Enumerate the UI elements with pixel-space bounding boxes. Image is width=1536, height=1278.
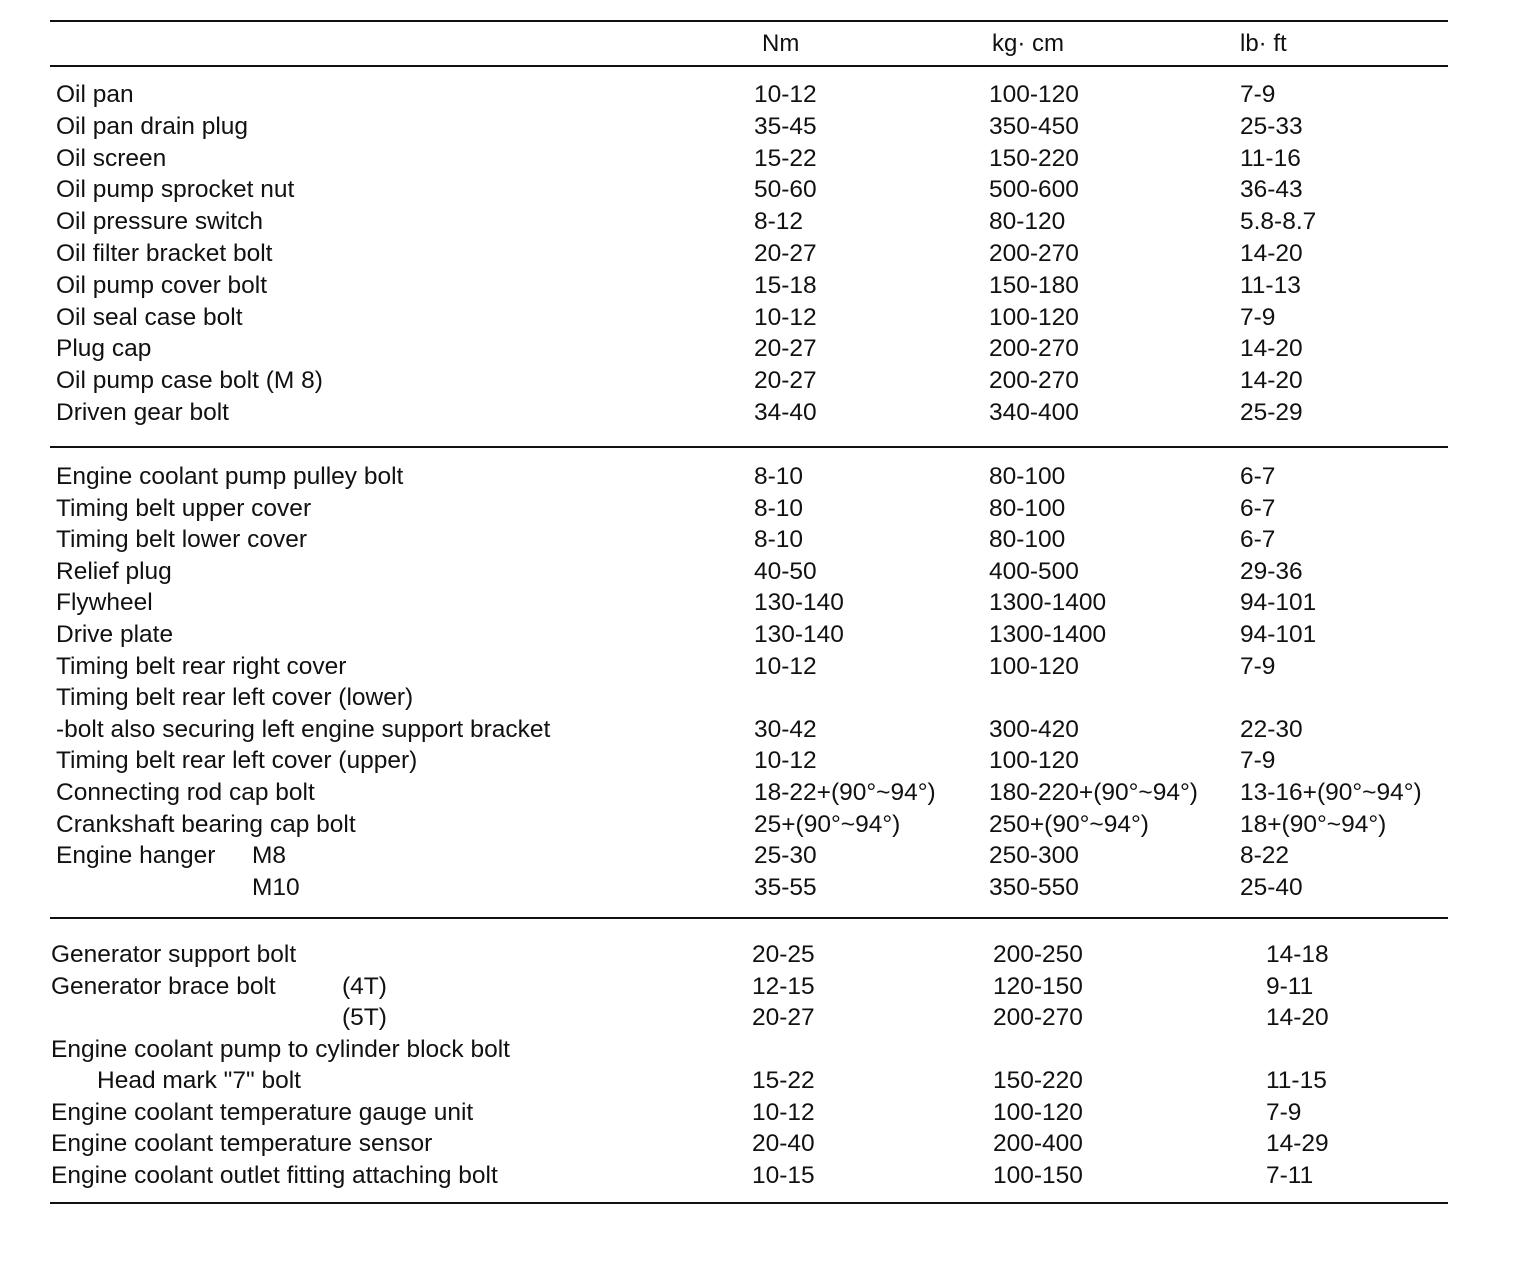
- value-lbft: 14-20: [1240, 240, 1303, 267]
- value-lbft: 29-36: [1240, 557, 1303, 585]
- row-label: Relief plug: [56, 557, 172, 585]
- value-kgcm: 200-250: [993, 941, 1083, 968]
- row-label: Oil pump cover bolt: [56, 271, 268, 299]
- value-kgcm: 80-100: [989, 463, 1066, 490]
- table-row: [0, 778, 1536, 808]
- value-nm: 35-55: [754, 873, 817, 901]
- section-rule-1: [50, 446, 1448, 448]
- header-nm: Nm: [762, 30, 800, 57]
- row-sublabel: M10: [252, 873, 300, 901]
- value-lbft: 94-101: [1240, 621, 1317, 648]
- row-label: Engine coolant pump pulley bolt: [56, 463, 404, 490]
- value-kgcm: 200-270: [993, 1004, 1083, 1031]
- value-kgcm: 1300-1400: [989, 621, 1107, 648]
- table-row: [0, 239, 1536, 269]
- value-nm: 8-12: [754, 208, 804, 236]
- table-row: [0, 715, 1536, 745]
- value-kgcm: 200-270: [989, 367, 1079, 395]
- value-nm: 15-18: [754, 271, 817, 299]
- value-nm: 10-12: [754, 303, 817, 331]
- table-row: [0, 303, 1536, 333]
- value-lbft: 18+(90°~94°): [1240, 810, 1387, 838]
- row-label: Head mark "7" bolt: [97, 1067, 301, 1094]
- value-nm: 25-30: [754, 842, 817, 870]
- value-nm: 20-25: [752, 941, 815, 968]
- row-label: Oil seal case bolt: [56, 303, 243, 331]
- table-row: [0, 175, 1536, 205]
- value-nm: 30-42: [754, 715, 817, 743]
- value-nm: 10-12: [754, 747, 817, 775]
- table-row: [0, 652, 1536, 682]
- value-lbft: 9-11: [1266, 972, 1314, 1000]
- value-kgcm: 150-220: [989, 144, 1079, 172]
- value-kgcm: 100-120: [989, 303, 1079, 331]
- value-kgcm: 250+(90°~94°): [989, 810, 1149, 838]
- value-lbft: 14-18: [1266, 941, 1329, 968]
- table-row: [0, 588, 1536, 618]
- value-kgcm: 200-270: [989, 240, 1079, 267]
- value-lbft: 11-13: [1240, 271, 1301, 299]
- row-label: Timing belt rear left cover (lower): [56, 684, 414, 712]
- row-label: Plug cap: [56, 335, 152, 363]
- value-lbft: 6-7: [1240, 463, 1276, 490]
- value-kgcm: 350-450: [989, 112, 1079, 140]
- value-lbft: 5.8-8.7: [1240, 208, 1317, 236]
- value-lbft: 7-11: [1266, 1161, 1314, 1189]
- value-kgcm: 180-220+(90°~94°): [989, 779, 1198, 806]
- value-nm: 20-27: [752, 1004, 815, 1031]
- table-row: [0, 841, 1536, 871]
- table-row: [0, 1129, 1536, 1159]
- value-nm: 25+(90°~94°): [754, 810, 901, 838]
- value-lbft: 14-20: [1266, 1004, 1329, 1031]
- table-row: [0, 1035, 1536, 1065]
- table-row: [0, 144, 1536, 174]
- table-row: [0, 366, 1536, 396]
- row-label: Generator brace bolt: [51, 972, 276, 1000]
- value-nm: 34-40: [754, 399, 817, 426]
- value-nm: 12-15: [752, 972, 815, 1000]
- row-label: Engine coolant outlet fitting attaching bolt: [51, 1161, 498, 1189]
- row-label: Oil filter bracket bolt: [56, 240, 273, 267]
- row-sublabel: (4T): [342, 972, 387, 1000]
- table-row: [0, 525, 1536, 555]
- value-lbft: 25-29: [1240, 399, 1303, 426]
- table-row: [0, 940, 1536, 970]
- value-lbft: 7-9: [1240, 303, 1276, 331]
- row-label: Engine coolant temperature sensor: [51, 1130, 433, 1157]
- value-lbft: 8-22: [1240, 842, 1290, 870]
- row-label: Oil pump sprocket nut: [56, 176, 295, 204]
- value-lbft: 6-7: [1240, 526, 1276, 554]
- table-row: [0, 494, 1536, 524]
- value-kgcm: 100-120: [993, 1098, 1083, 1126]
- table-row: [0, 80, 1536, 110]
- value-lbft: 36-43: [1240, 176, 1303, 204]
- value-kgcm: 1300-1400: [989, 589, 1107, 617]
- table-row: [0, 1066, 1536, 1096]
- value-nm: 10-15: [752, 1161, 815, 1189]
- table-row: [0, 112, 1536, 142]
- row-sublabel: (5T): [342, 1004, 387, 1031]
- row-label: Crankshaft bearing cap bolt: [56, 810, 356, 838]
- header-kgcm: kg· cm: [992, 30, 1064, 57]
- table-row: [0, 746, 1536, 776]
- value-nm: 20-27: [754, 240, 817, 267]
- bottom-rule: [50, 1202, 1448, 1204]
- table-row: [0, 398, 1536, 428]
- header-rule: [50, 65, 1448, 67]
- value-lbft: 6-7: [1240, 494, 1276, 522]
- value-nm: 40-50: [754, 557, 817, 585]
- value-nm: 8-10: [754, 494, 804, 522]
- value-lbft: 11-16: [1240, 144, 1301, 172]
- value-kgcm: 150-180: [989, 271, 1079, 299]
- row-label: Timing belt upper cover: [56, 494, 312, 522]
- table-row: [0, 620, 1536, 650]
- row-label: Timing belt rear right cover: [56, 652, 347, 680]
- row-sublabel: M8: [252, 842, 287, 870]
- value-kgcm: 80-120: [989, 208, 1066, 236]
- table-row: [0, 334, 1536, 364]
- value-kgcm: 100-120: [989, 747, 1079, 775]
- row-label: Oil pump case bolt (M 8): [56, 367, 323, 395]
- row-label: Oil pan: [56, 81, 134, 108]
- value-kgcm: 250-300: [989, 842, 1079, 870]
- value-nm: 8-10: [754, 526, 804, 554]
- value-nm: 20-27: [754, 367, 817, 395]
- value-lbft: 25-40: [1240, 873, 1303, 901]
- row-label: Connecting rod cap bolt: [56, 779, 315, 806]
- value-nm: 20-27: [754, 335, 817, 363]
- value-kgcm: 300-420: [989, 715, 1079, 743]
- value-kgcm: 120-150: [993, 972, 1083, 1000]
- value-lbft: 14-20: [1240, 367, 1303, 395]
- value-kgcm: 100-120: [989, 81, 1079, 108]
- row-label: Oil screen: [56, 144, 167, 172]
- value-lbft: 7-9: [1240, 747, 1276, 775]
- value-kgcm: 200-270: [989, 335, 1079, 363]
- value-lbft: 25-33: [1240, 112, 1303, 140]
- table-row: [0, 1003, 1536, 1033]
- value-nm: 10-12: [754, 652, 817, 680]
- row-label: Engine coolant pump to cylinder block bolt: [51, 1035, 510, 1063]
- value-lbft: 7-9: [1240, 81, 1276, 108]
- value-nm: 15-22: [754, 144, 817, 172]
- row-label: Timing belt lower cover: [56, 526, 307, 554]
- value-lbft: 14-20: [1240, 335, 1303, 363]
- value-kgcm: 80-100: [989, 526, 1066, 554]
- value-lbft: 7-9: [1266, 1098, 1302, 1126]
- value-nm: 35-45: [754, 112, 817, 140]
- value-lbft: 11-15: [1266, 1067, 1327, 1094]
- row-label: Oil pressure switch: [56, 208, 263, 236]
- value-lbft: 94-101: [1240, 589, 1317, 617]
- table-row: [0, 557, 1536, 587]
- table-row: [0, 207, 1536, 237]
- section-rule-2: [50, 917, 1448, 919]
- table-row: [0, 271, 1536, 301]
- row-label: -bolt also securing left engine support bracket: [56, 715, 551, 743]
- value-kgcm: 150-220: [993, 1067, 1083, 1094]
- value-kgcm: 500-600: [989, 176, 1079, 204]
- value-nm: 8-10: [754, 463, 804, 490]
- row-label: Oil pan drain plug: [56, 112, 249, 140]
- value-kgcm: 100-150: [993, 1161, 1083, 1189]
- row-label: Engine coolant temperature gauge unit: [51, 1098, 474, 1126]
- value-kgcm: 80-100: [989, 494, 1066, 522]
- value-kgcm: 200-400: [993, 1130, 1083, 1157]
- top-rule: [50, 20, 1448, 22]
- table-row: [0, 1098, 1536, 1128]
- value-kgcm: 400-500: [989, 557, 1079, 585]
- table-row: [0, 683, 1536, 713]
- value-lbft: 7-9: [1240, 652, 1276, 680]
- value-nm: 10-12: [754, 81, 817, 108]
- row-label: Engine hanger: [56, 842, 216, 870]
- value-nm: 15-22: [752, 1067, 815, 1094]
- header-lbft: lb· ft: [1240, 30, 1287, 57]
- row-label: Generator support bolt: [51, 941, 297, 968]
- value-nm: 130-140: [754, 621, 844, 648]
- value-nm: 20-40: [752, 1130, 815, 1157]
- table-row: [0, 1161, 1536, 1191]
- value-nm: 50-60: [754, 176, 817, 204]
- table-row: [0, 972, 1536, 1002]
- row-label: Drive plate: [56, 621, 174, 648]
- table-row: [0, 462, 1536, 492]
- value-nm: 10-12: [752, 1098, 815, 1126]
- value-nm: 130-140: [754, 589, 844, 617]
- value-lbft: 22-30: [1240, 715, 1303, 743]
- row-label: Driven gear bolt: [56, 399, 229, 426]
- table-row: [0, 873, 1536, 903]
- value-lbft: 13-16+(90°~94°): [1240, 779, 1422, 806]
- value-kgcm: 100-120: [989, 652, 1079, 680]
- value-kgcm: 350-550: [989, 873, 1079, 901]
- row-label: Flywheel: [56, 589, 153, 617]
- value-lbft: 14-29: [1266, 1130, 1329, 1157]
- table-row: [0, 810, 1536, 840]
- value-nm: 18-22+(90°~94°): [754, 779, 936, 806]
- value-kgcm: 340-400: [989, 399, 1079, 426]
- row-label: Timing belt rear left cover (upper): [56, 747, 418, 775]
